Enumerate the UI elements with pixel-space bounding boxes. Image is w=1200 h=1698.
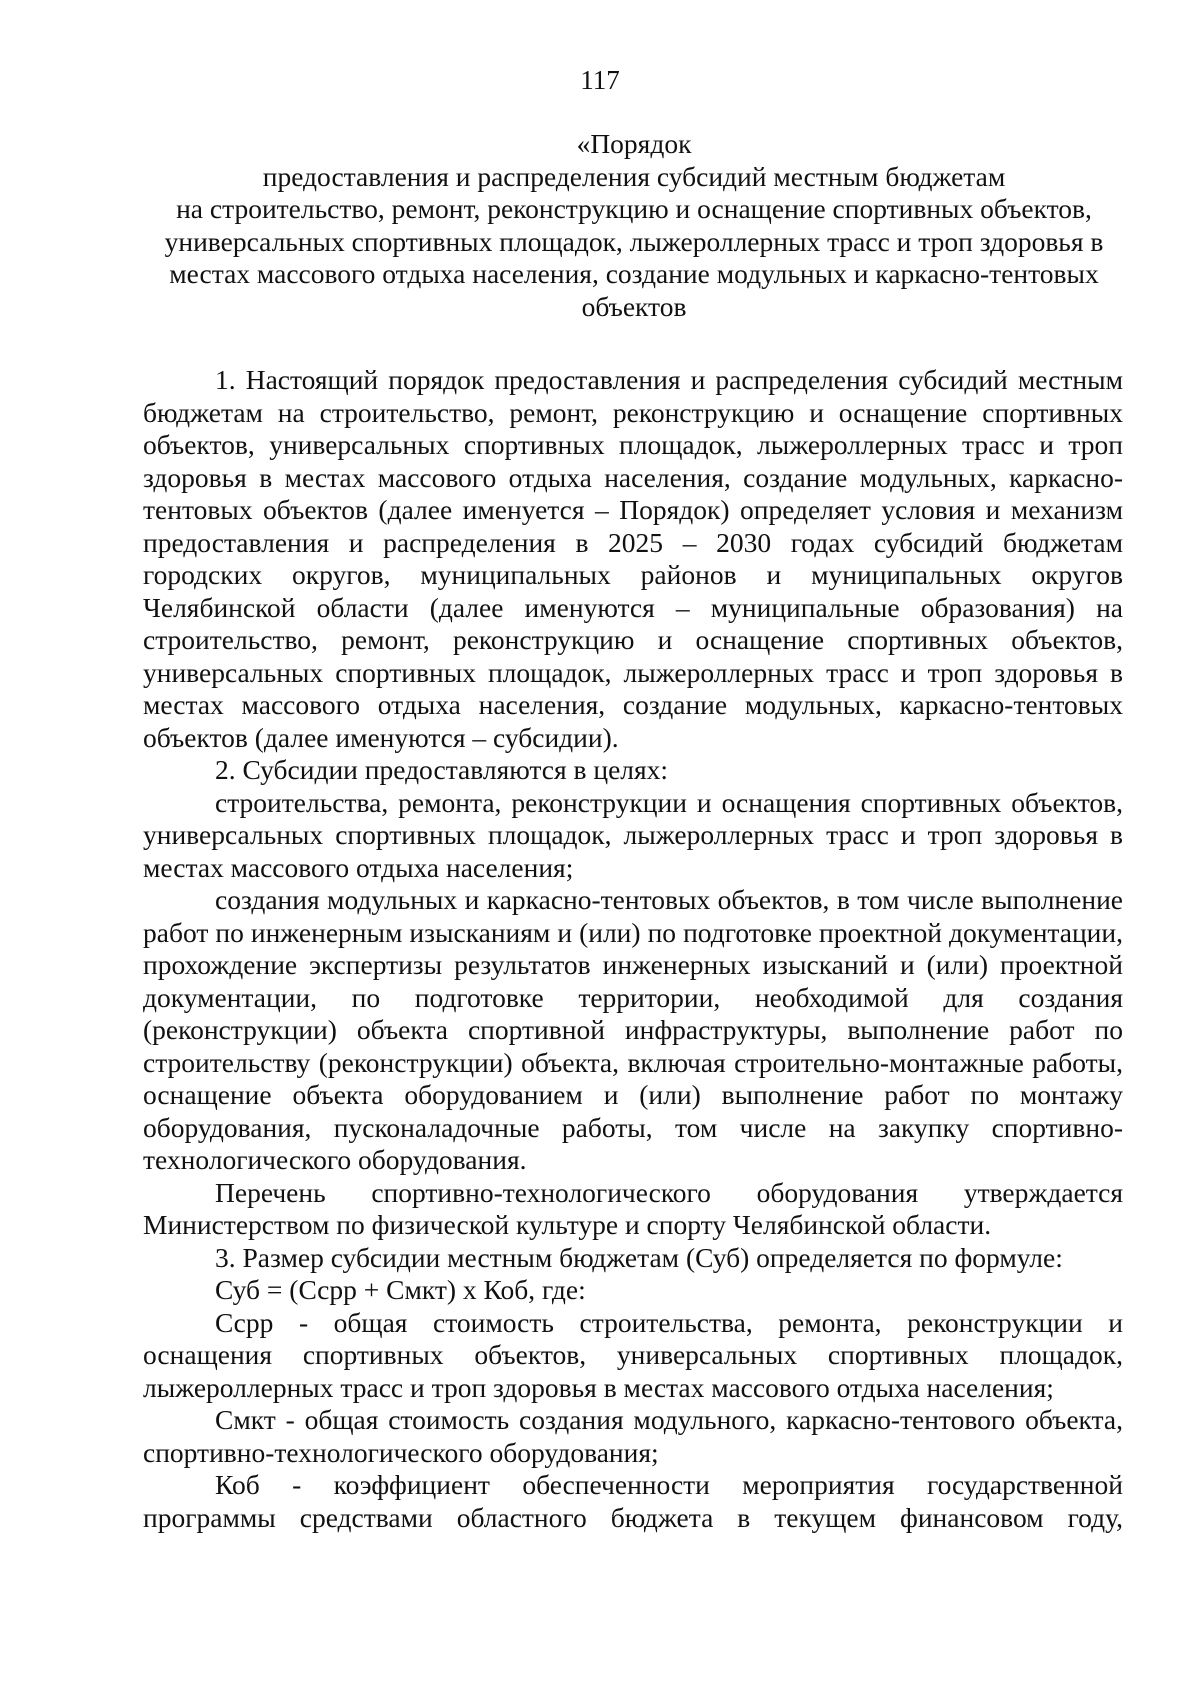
title-line: предоставления и распределения субсидий местным бюджетам	[262, 160, 1006, 192]
title-line: на строительство, ремонт, реконструкцию и оснащение спортивных объектов,	[176, 193, 1092, 224]
formula-term-ssrr: Ссрр - общая стоимость строительства, ремонта, реконструкции и оснащения спортивных объектов, универсальных спортивных площадок, лыжероллерных трасс и троп здоровья в местах массового отдыха населения;	[143, 1306, 1123, 1403]
title-line: «Порядок	[576, 128, 692, 159]
paragraph-equipment-list: Перечень спортивно-технологического оборудования утверждается Министерством по физической культуре и спорту Челябинской области.	[143, 1176, 1123, 1240]
document-body	[143, 364, 1123, 1534]
paragraph-goal-1: строительства, ремонта, реконструкции и оснащения спортивных объектов, универсальных спортивных площадок, лыжероллерных трасс и троп здоровья в местах массового отдыха населения;	[143, 786, 1123, 883]
document-title	[140, 128, 1128, 323]
paragraph-1: 1. Настоящий порядок предоставления и распределения субсидий местным бюджетам на строительство, ремонт, реконструкцию и оснащение спортивных объектов, универсальных спортивных площадок, лыжероллерных трасс и троп здоровья в местах массового отдыха населения, создание модульных, каркасно-тентовых объектов (далее именуется – Порядок) определяет условия и механизм предоставления и распределения в 2025 – 2030 годах субсидий бюджетам городских округов, муниципальных районов и муниципальных округов Челябинской области (далее именуются – муниципальные образования) на строительство, ремонт, реконструкцию и оснащение спортивных объектов, универсальных спортивных площадок, лыжероллерных трасс и троп здоровья в местах массового отдыха населения, создание модульных, каркасно-тентовых объектов (далее именуются – субсидии).	[143, 364, 1123, 753]
page-number: 117	[580, 65, 620, 95]
title-line: объектов	[581, 290, 687, 322]
title-line: местах массового отдыха населения, создание модульных и каркасно-тентовых	[169, 258, 1099, 289]
paragraph-3: 3. Размер субсидии местным бюджетам (Суб) определяется по формуле:	[215, 1241, 1063, 1273]
title-line: универсальных спортивных площадок, лыжероллерных трасс и троп здоровья в	[164, 225, 1104, 257]
paragraph-goal-2: создания модульных и каркасно-тентовых объектов, в том числе выполнение работ по инженерным изысканиям и (или) по подготовке проектной документации, прохождение экспертизы результатов инженерных изысканий и (или) проектной документации, по подготовке территории, необходимой для создания (реконструкции) объекта спортивной инфраструктуры, выполнение работ по строительству (реконструкции) объекта, включая строительно-монтажные работы, оснащение объекта оборудованием и (или) выполнение работ по монтажу оборудования, пусконаладочные работы, том числе на закупку спортивно-технологического оборудования.	[143, 884, 1123, 1175]
paragraph-2: 2. Субсидии предоставляются в целях:	[215, 754, 669, 785]
formula-term-kob: Коб - коэффициент обеспеченности мероприятия государственной программы средствами областного бюджета в текущем финансовом году,	[143, 1469, 1123, 1533]
formula-term-smkt: Смкт - общая стоимость создания модульного, каркасно-тентового объекта, спортивно-технологического оборудования;	[143, 1404, 1123, 1468]
formula: Суб = (Ссрр + Смкт) х Коб, где:	[215, 1274, 586, 1305]
